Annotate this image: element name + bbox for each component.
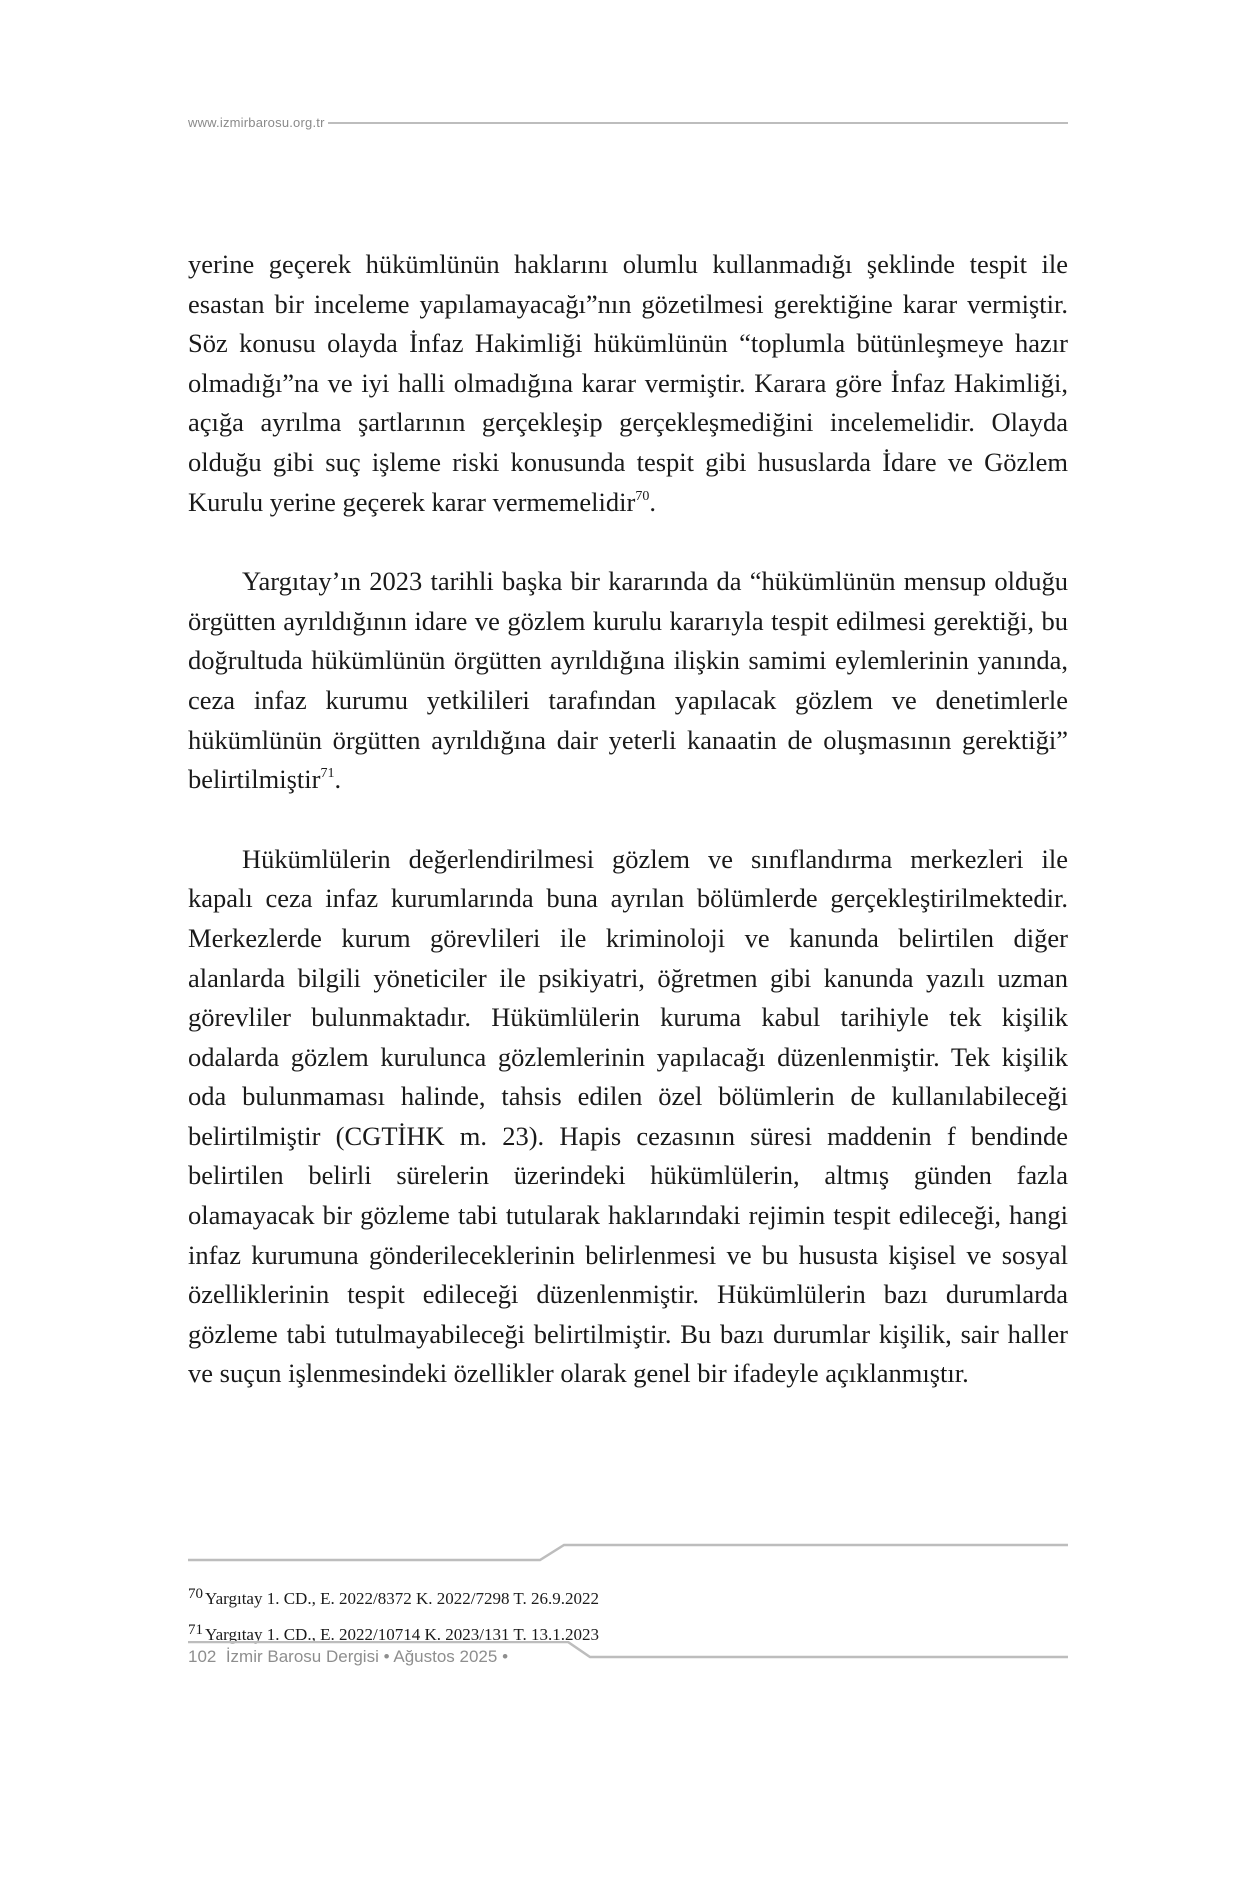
footnote-text: Yargıtay 1. CD., E. 2022/8372 K. 2022/7298 T. 26.9.2022: [205, 1589, 600, 1608]
paragraph-text: Hükümlülerin değerlendirilmesi gözlem ve sınıflandırma merkezleri ile kapalı ceza infaz kurumlarında buna ayrılan bölümlerde gerçekleştirilmektedir. Merkezlerde kurum görevlileri ile kriminoloji ve kanunda belirtilen diğer alanlarda bilgili yöneticiler ile psikiyatri, öğretmen gibi kanunda yazılı uzman görevliler bulunmaktadır. Hükümlülerin kuruma kabul tarihiyle tek kişilik odalarda gözlem kurulunca gözlemlerinin yapılacağı düzenlenmiştir. Tek kişilik oda bulunmaması halinde, tahsis edilen özel bölümlerin de kullanılabileceği belirtilmiştir (CGTİHK m. 23). Hapis cezasının süresi maddenin f bendinde belirtilen belirli sürelerin üzerindeki hükümlülerin, altmış günden fazla olamayacak bir gözleme tabi tutularak haklarındaki rejimin tespit edileceği, hangi infaz kurumuna gönderileceklerinin belirlenmesi ve bu hususta kişisel ve sosyal özelliklerinin tespit edileceği düzenlenmiştir. Hükümlülerin bazı durumlarda gözleme tabi tutulmayabileceği belirtilmiştir. Bu bazı durumlar kişilik, sair haller ve suçun işlenmesindeki özellikler olarak genel bir ifadeyle açıklanmıştır.: [188, 843, 1068, 1389]
running-header: [188, 112, 1068, 132]
footnotes: [188, 1576, 1068, 1648]
paragraph-text: yerine geçerek hükümlünün haklarını olumlu kullanmadığı şeklinde tespit ile esastan bir inceleme yapılamayacağı”nın gözetilmesi gerektiğine karar vermiştir. Söz konusu olayda İnfaz Hakimliği hükümlünün “toplumla bütünleşmeye hazır olmadığı”na ve iyi halli olmadığına karar vermiştir. Karara göre İnfaz Hakimliği, açığa ayrılma şartlarının gerçekleşip gerçekleşmediğini incelemelidir. Olayda olduğu gibi suç işleme riski konusunda tespit gibi hususlarda İdare ve Gözlem Kurulu yerine geçerek karar vermemelidir: [188, 249, 1068, 517]
footnote-number: 70: [188, 1586, 203, 1602]
footnote-70: [188, 1576, 1068, 1612]
footnote-ref-70[interactable]: 70: [635, 488, 650, 504]
bullet-trailing: •: [502, 1647, 509, 1666]
paragraph-end: .: [334, 764, 342, 795]
footnote-text: Yargıtay 1. CD., E. 2022/10714 K. 2023/131 T. 13.1.2023: [205, 1625, 600, 1644]
footnote-separator-rule: [188, 1543, 1068, 1563]
footnote-ref-71[interactable]: 71: [320, 766, 335, 782]
bullet-separator: •: [383, 1647, 390, 1666]
paragraph-2: [188, 562, 1068, 800]
paragraph-end: .: [649, 486, 656, 517]
issue-date: Ağustos 2025: [393, 1647, 498, 1666]
page-number: 102: [188, 1647, 217, 1666]
footnote-number: 71: [188, 1622, 203, 1638]
paragraph-1: [188, 245, 1068, 522]
header-rule: [328, 122, 1068, 124]
running-footer: [188, 1641, 1068, 1677]
journal-name: İzmir Barosu Dergisi: [225, 1647, 379, 1666]
article-body: [188, 245, 1068, 1394]
paragraph-3: [188, 840, 1068, 1394]
footer-text: [188, 1647, 508, 1667]
paragraph-text: Yargıtay’ın 2023 tarihli başka bir kararında da “hükümlünün mensup olduğu örgütten ayrıldığının idare ve gözlem kurulu kararıyla tespit edilmesi gerektiği, bu doğrultuda hükümlünün örgütten ayrıldığına ilişkin samimi eylemlerinin yanında, ceza infaz kurumu yetkilileri tarafından yapılacak gözlem ve denetimlerle hükümlünün örgütten ayrıldığına dair yeterli kanaatin de oluşmasının gerektiği” belirtilmiştir: [188, 566, 1068, 795]
header-url: www.izmirbarosu.org.tr: [188, 114, 325, 130]
